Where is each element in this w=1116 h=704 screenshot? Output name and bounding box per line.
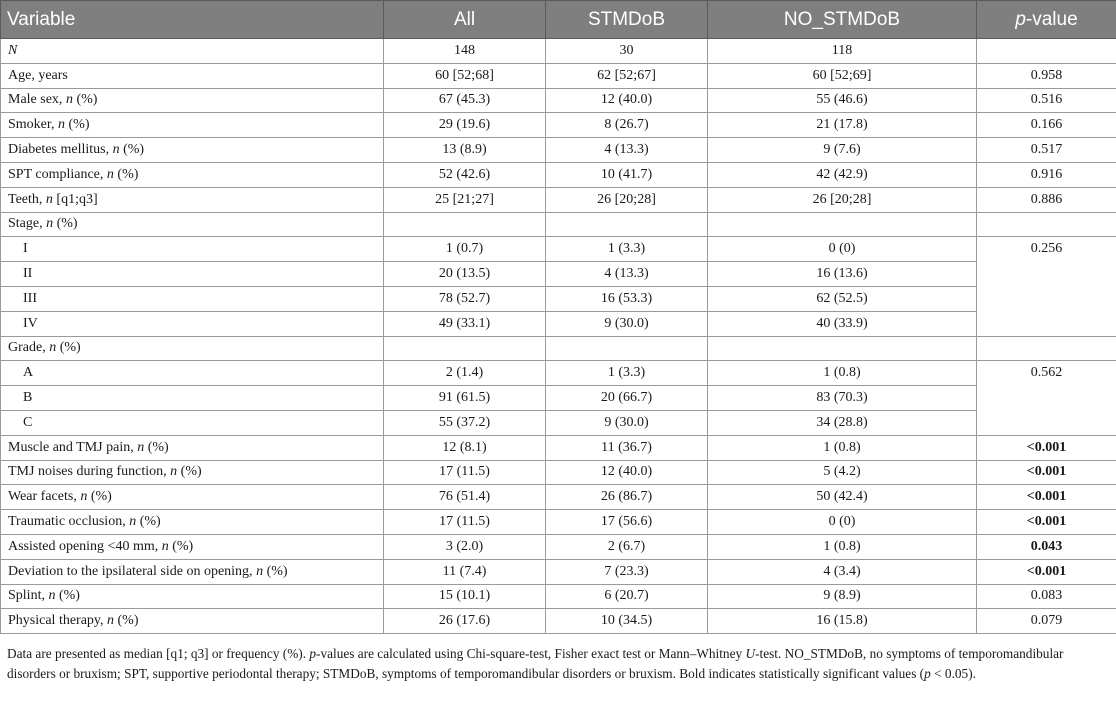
row-label: Physical therapy, n (%) [1, 609, 384, 634]
cell-all: 2 (1.4) [384, 361, 546, 386]
table-row [1, 113, 1116, 138]
cell-stmdob [546, 212, 708, 237]
table-row [1, 534, 1116, 559]
table-row [1, 361, 1116, 386]
cell-no-stmdob: 42 (42.9) [708, 162, 977, 187]
cell-no-stmdob: 83 (70.3) [708, 386, 977, 411]
cell-stmdob: 10 (34.5) [546, 609, 708, 634]
row-label: III [1, 286, 384, 311]
cell-no-stmdob: 9 (7.6) [708, 138, 977, 163]
cell-no-stmdob: 16 (15.8) [708, 609, 977, 634]
table-row [1, 138, 1116, 163]
cell-p-value: 0.916 [977, 162, 1116, 187]
table-row [1, 286, 1116, 311]
table-footnote: Data are presented as median [q1; q3] or frequency (%). p-values are calculated using Chi-square-test, Fisher exact test or Mann–Whitney U-test. NO_STMDoB, no symptoms of temporomandibular disorders or bruxism; SPT, supportive periodontal therapy; STMDoB, symptoms of temporomandibular disorders or bruxism. Bold indicates statistically significant values (p < 0.05). [7, 646, 1064, 681]
row-label: SPT compliance, n (%) [1, 162, 384, 187]
row-label: Traumatic occlusion, n (%) [1, 510, 384, 535]
row-label: Wear facets, n (%) [1, 485, 384, 510]
table-row [1, 559, 1116, 584]
section-row-stage [1, 212, 1116, 237]
cell-no-stmdob: 1 (0.8) [708, 435, 977, 460]
cell-stmdob [546, 336, 708, 361]
cell-p-value: 0.516 [977, 88, 1116, 113]
row-label: I [1, 237, 384, 262]
cell-no-stmdob: 40 (33.9) [708, 311, 977, 336]
cell-p-value: 0.079 [977, 609, 1116, 634]
cell-all: 91 (61.5) [384, 386, 546, 411]
table-row [1, 262, 1116, 287]
cell-all: 78 (52.7) [384, 286, 546, 311]
row-label: Teeth, n [q1;q3] [1, 187, 384, 212]
cell-stmdob: 1 (3.3) [546, 361, 708, 386]
table-row [1, 386, 1116, 411]
header-p-value: p-value [977, 1, 1116, 39]
cell-no-stmdob: 55 (46.6) [708, 88, 977, 113]
table-row [1, 187, 1116, 212]
cell-no-stmdob: 1 (0.8) [708, 361, 977, 386]
cell-all: 49 (33.1) [384, 311, 546, 336]
header-row [1, 1, 1116, 39]
cell-all: 12 (8.1) [384, 435, 546, 460]
cell-p-value: 0.043 [977, 534, 1116, 559]
cell-all: 67 (45.3) [384, 88, 546, 113]
cell-all: 29 (19.6) [384, 113, 546, 138]
row-label: Grade, n (%) [1, 336, 384, 361]
row-label: II [1, 262, 384, 287]
cell-all: 26 (17.6) [384, 609, 546, 634]
cell-stmdob: 17 (56.6) [546, 510, 708, 535]
cell-all: 52 (42.6) [384, 162, 546, 187]
cell-stmdob: 8 (26.7) [546, 113, 708, 138]
header-no-stmdob: NO_STMDoB [708, 1, 977, 39]
cell-no-stmdob: 21 (17.8) [708, 113, 977, 138]
cell-all: 11 (7.4) [384, 559, 546, 584]
cell-all: 17 (11.5) [384, 510, 546, 535]
cell-stmdob: 7 (23.3) [546, 559, 708, 584]
table-row [1, 88, 1116, 113]
cell-no-stmdob: 0 (0) [708, 237, 977, 262]
cell-stmdob: 26 (86.7) [546, 485, 708, 510]
cell-no-stmdob [708, 336, 977, 361]
row-label: Deviation to the ipsilateral side on opening, n (%) [1, 559, 384, 584]
cell-stmdob: 4 (13.3) [546, 262, 708, 287]
cell-stmdob: 12 (40.0) [546, 88, 708, 113]
cell-stmdob: 30 [546, 39, 708, 64]
cell-stmdob: 9 (30.0) [546, 311, 708, 336]
cell-stmdob: 16 (53.3) [546, 286, 708, 311]
cell-no-stmdob: 34 (28.8) [708, 410, 977, 435]
table-row [1, 609, 1116, 634]
cell-stmdob: 12 (40.0) [546, 460, 708, 485]
cell-p-value: 0.256 [977, 237, 1116, 336]
cell-all: 17 (11.5) [384, 460, 546, 485]
row-label: Diabetes mellitus, n (%) [1, 138, 384, 163]
cell-all: 15 (10.1) [384, 584, 546, 609]
table-row [1, 584, 1116, 609]
table-row [1, 460, 1116, 485]
row-label: Assisted opening <40 mm, n (%) [1, 534, 384, 559]
cell-no-stmdob: 118 [708, 39, 977, 64]
cell-no-stmdob: 60 [52;69] [708, 63, 977, 88]
header-stmdob: STMDoB [546, 1, 708, 39]
row-label: Smoker, n (%) [1, 113, 384, 138]
cell-p-value: 0.886 [977, 187, 1116, 212]
cell-all: 13 (8.9) [384, 138, 546, 163]
cell-p-value: 0.517 [977, 138, 1116, 163]
cell-all: 25 [21;27] [384, 187, 546, 212]
header-variable: Variable [1, 1, 384, 39]
cell-stmdob: 10 (41.7) [546, 162, 708, 187]
cell-stmdob: 6 (20.7) [546, 584, 708, 609]
cell-no-stmdob: 0 (0) [708, 510, 977, 535]
cell-p-value: 0.562 [977, 361, 1116, 435]
cell-stmdob: 9 (30.0) [546, 410, 708, 435]
cell-all [384, 336, 546, 361]
cell-p-value: 0.166 [977, 113, 1116, 138]
row-label: Muscle and TMJ pain, n (%) [1, 435, 384, 460]
cell-all: 148 [384, 39, 546, 64]
table-row [1, 162, 1116, 187]
cell-no-stmdob: 16 (13.6) [708, 262, 977, 287]
table-row [1, 237, 1116, 262]
table-row [1, 510, 1116, 535]
cell-no-stmdob: 50 (42.4) [708, 485, 977, 510]
row-label: Age, years [1, 63, 384, 88]
cell-p-value: <0.001 [977, 460, 1116, 485]
cell-stmdob: 2 (6.7) [546, 534, 708, 559]
cell-p-value: <0.001 [977, 435, 1116, 460]
header-all: All [384, 1, 546, 39]
cell-no-stmdob [708, 212, 977, 237]
cell-all: 20 (13.5) [384, 262, 546, 287]
table-row [1, 435, 1116, 460]
cell-all [384, 212, 546, 237]
cell-stmdob: 20 (66.7) [546, 386, 708, 411]
cell-stmdob: 26 [20;28] [546, 187, 708, 212]
cell-no-stmdob: 1 (0.8) [708, 534, 977, 559]
row-label: C [1, 410, 384, 435]
cell-stmdob: 11 (36.7) [546, 435, 708, 460]
row-label: Stage, n (%) [1, 212, 384, 237]
cell-all: 60 [52;68] [384, 63, 546, 88]
cell-p-value [977, 336, 1116, 361]
table-row [1, 410, 1116, 435]
row-label: Male sex, n (%) [1, 88, 384, 113]
cell-no-stmdob: 26 [20;28] [708, 187, 977, 212]
cell-all: 55 (37.2) [384, 410, 546, 435]
cell-stmdob: 4 (13.3) [546, 138, 708, 163]
table-row [1, 39, 1116, 64]
cell-p-value [977, 39, 1116, 64]
cell-p-value: <0.001 [977, 559, 1116, 584]
cell-all: 76 (51.4) [384, 485, 546, 510]
cell-no-stmdob: 4 (3.4) [708, 559, 977, 584]
table-row [1, 485, 1116, 510]
table-row [1, 63, 1116, 88]
cell-no-stmdob: 9 (8.9) [708, 584, 977, 609]
row-label: TMJ noises during function, n (%) [1, 460, 384, 485]
cell-p-value: <0.001 [977, 485, 1116, 510]
cell-p-value: <0.001 [977, 510, 1116, 535]
row-label: A [1, 361, 384, 386]
cell-no-stmdob: 5 (4.2) [708, 460, 977, 485]
row-label: Splint, n (%) [1, 584, 384, 609]
cell-stmdob: 1 (3.3) [546, 237, 708, 262]
cell-no-stmdob: 62 (52.5) [708, 286, 977, 311]
row-label: IV [1, 311, 384, 336]
cell-all: 1 (0.7) [384, 237, 546, 262]
row-label: B [1, 386, 384, 411]
row-label: N [1, 39, 384, 64]
cell-p-value: 0.083 [977, 584, 1116, 609]
cell-all: 3 (2.0) [384, 534, 546, 559]
cell-p-value [977, 212, 1116, 237]
cell-stmdob: 62 [52;67] [546, 63, 708, 88]
cell-p-value: 0.958 [977, 63, 1116, 88]
table-row [1, 311, 1116, 336]
section-row-grade [1, 336, 1116, 361]
